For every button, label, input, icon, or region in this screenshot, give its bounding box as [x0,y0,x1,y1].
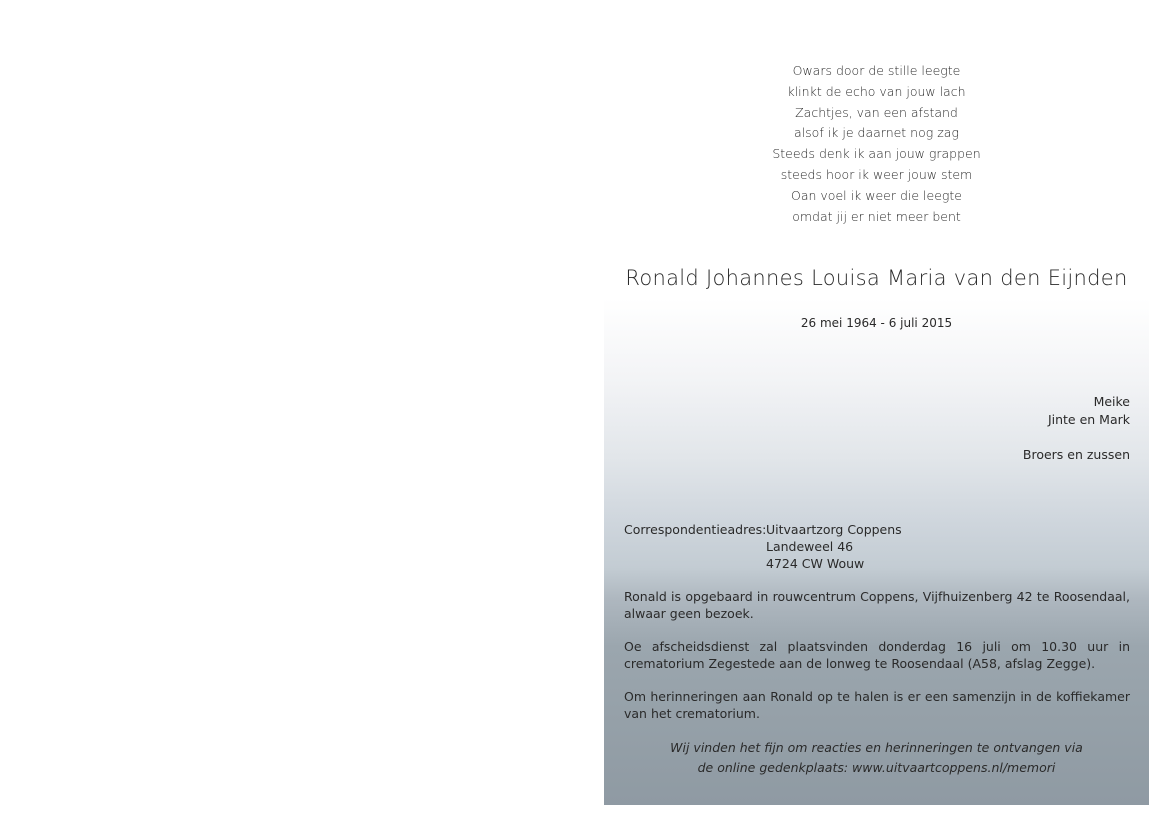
life-dates: 26 mei 1964 - 6 juli 2015 [800,316,953,330]
poem-line: klinkt de echo van jouw lach [787,83,966,99]
closing-note [604,738,1149,778]
correspondence-address [624,521,902,572]
family-line: Jinte en Mark [1047,411,1130,427]
poem [604,61,1149,227]
closing-line: de online gedenkplaats: www.uitvaartcoppens.nl/memori [697,760,1056,775]
family-line: Broers en zussen [1022,446,1130,462]
poem-line: Owars door de stille leegte [792,63,961,78]
closing-line: Wij vinden het fijn om reacties en herinneringen te ontvangen via [670,740,1083,755]
deceased-name: Ronald Johannes Louisa Maria van den Eijnden [625,266,1128,290]
correspondence-name: Uitvaartzorg Coppens [766,522,902,537]
service-paragraph: Oe afscheidsdienst zal plaatsvinden donderdag 16 juli om 10.30 uur in crematorium Zegestede aan de lonweg te Roosendaal (A58, afslag Zegge). [624,639,1130,671]
family-line: Meike [1093,394,1130,409]
viewing-paragraph: Ronald is opgebaard in rouwcentrum Coppens, Vijfhuizenberg 42 te Roosendaal, alwaar geen bezoek. [624,589,1130,621]
correspondence-city: 4724 CW Wouw [766,556,865,571]
family-names [1023,393,1130,463]
correspondence-label: Correspondentieadres: [624,522,767,537]
correspondence-street: Landeweel 46 [766,539,854,554]
poem-line: alsof ik je daarnet nog zag [794,125,959,141]
poem-line: omdat jij er niet meer bent [792,208,961,224]
poem-line: Zachtjes, van een afstand [795,104,958,120]
gathering-paragraph: Om herinneringen aan Ronald op te halen is er een samenzijn in de koffiekamer van het crematorium. [624,689,1130,721]
poem-line: Steeds denk ik aan jouw grappen [772,146,981,162]
poem-line: steeds hoor ik weer jouw stem [780,166,973,182]
memorial-card [604,14,1149,805]
poem-line: Oan voel ik weer die leegte [791,187,962,203]
